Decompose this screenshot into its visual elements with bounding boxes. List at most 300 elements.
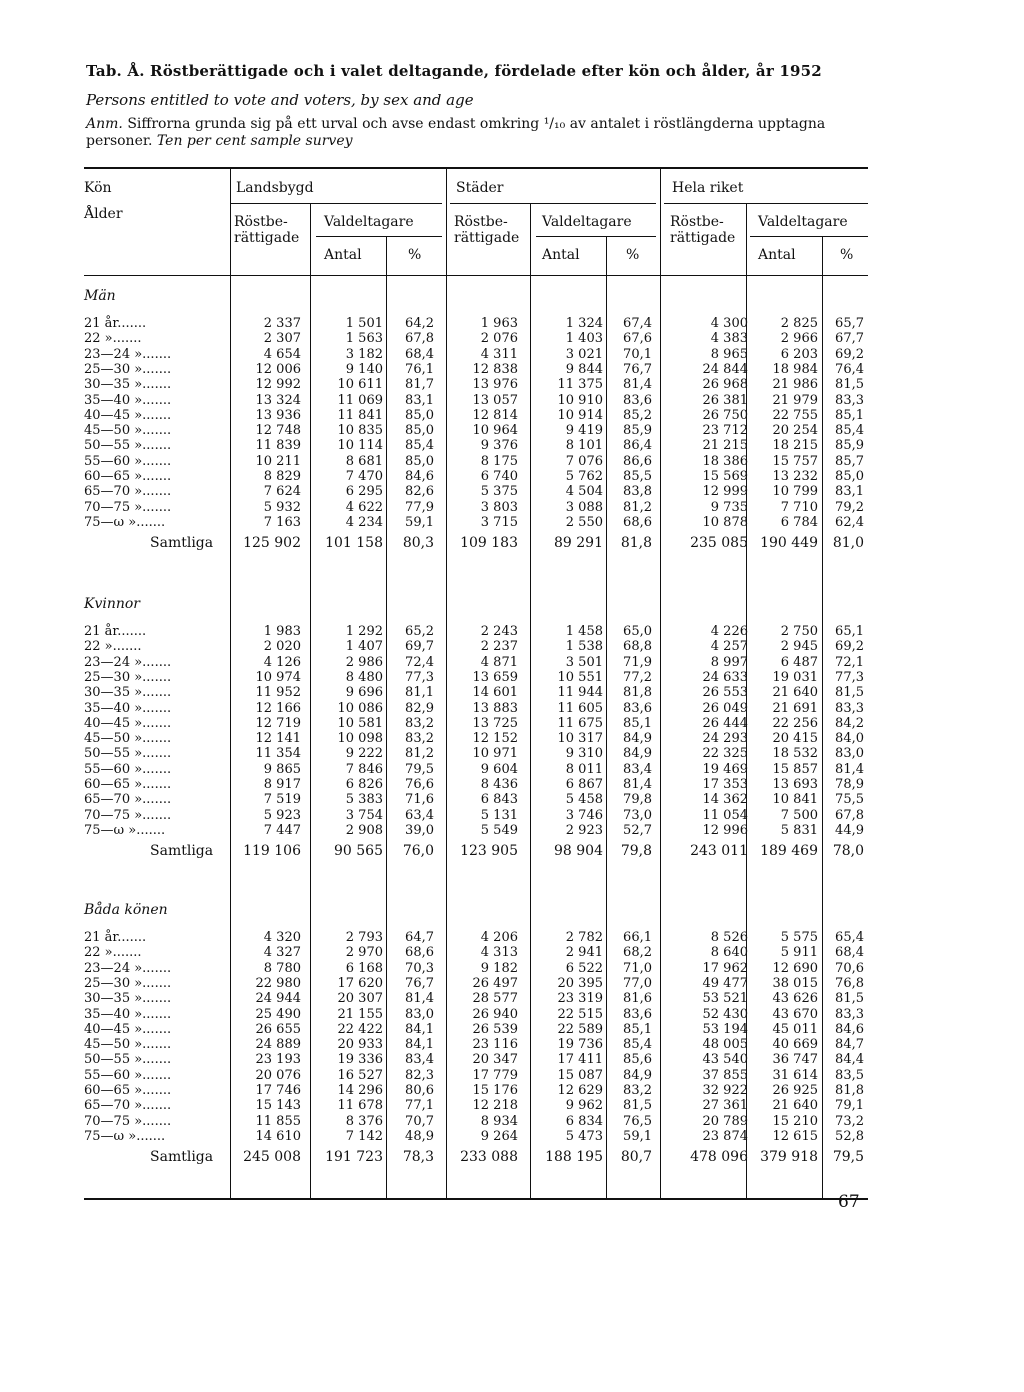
age-label: 50—55 »....... xyxy=(84,1052,172,1068)
table-cell: 5 923 xyxy=(263,807,301,823)
total-cell: 188 195 xyxy=(545,1149,603,1166)
table-cell: 72,1 xyxy=(835,654,864,670)
table-cell: 69,2 xyxy=(835,346,864,362)
table-row xyxy=(0,976,1024,991)
table-cell: 10 878 xyxy=(702,514,748,530)
age-label: 75—ω »....... xyxy=(84,1128,166,1144)
table-cell: 79,8 xyxy=(623,792,652,808)
table-cell: 4 300 xyxy=(710,316,748,331)
age-label: 22 »....... xyxy=(84,639,142,655)
table-cell: 10 551 xyxy=(557,669,603,685)
table-row xyxy=(0,1129,1024,1144)
table-row xyxy=(0,945,1024,960)
table-cell: 43 540 xyxy=(702,1052,748,1068)
table-row xyxy=(0,454,1024,469)
header-rost-line2: rättigade xyxy=(670,230,736,246)
group-underline-stader xyxy=(450,203,656,204)
table-cell: 4 871 xyxy=(480,654,518,670)
table-cell: 4 313 xyxy=(480,945,518,961)
table-cell: 65,0 xyxy=(623,624,652,639)
total-cell: 81,0 xyxy=(832,535,864,552)
note-text-post: av antalet i röstlängderna upptagna personer. xyxy=(86,116,826,149)
total-cell: 243 011 xyxy=(690,843,748,860)
table-cell: 81,5 xyxy=(835,991,864,1007)
age-label: 35—40 »....... xyxy=(84,700,172,716)
table-cell: 13 693 xyxy=(772,777,818,792)
table-cell: 11 944 xyxy=(557,685,603,701)
table-cell: 9 844 xyxy=(565,361,603,377)
total-cell: 81,8 xyxy=(620,535,652,552)
age-label: 40—45 »....... xyxy=(84,1021,172,1037)
table-cell: 9 865 xyxy=(263,761,301,777)
table-cell: 76,1 xyxy=(405,361,434,377)
header-rost-line1: Röstbe- xyxy=(454,214,508,230)
table-cell: 3 088 xyxy=(565,499,603,515)
table-cell: 11 354 xyxy=(255,746,301,762)
table-cell: 21 979 xyxy=(772,392,818,408)
table-row xyxy=(0,961,1024,976)
page-number: 67 xyxy=(838,1192,860,1212)
table-row xyxy=(0,438,1024,453)
section-heading-man: Män xyxy=(84,288,116,304)
table-cell: 67,8 xyxy=(835,807,864,823)
table-cell: 8 101 xyxy=(565,438,603,454)
table-cell: 12 629 xyxy=(557,1083,603,1098)
table-cell: 10 799 xyxy=(772,484,818,500)
table-cell: 81,4 xyxy=(623,777,652,792)
table-cell: 22 422 xyxy=(337,1021,383,1037)
table-row xyxy=(0,792,1024,807)
table-cell: 2 908 xyxy=(345,822,383,838)
table-cell: 68,4 xyxy=(405,346,434,362)
table-cell: 5 131 xyxy=(480,807,518,823)
table-cell: 3 182 xyxy=(345,346,383,362)
total-cell: 190 449 xyxy=(760,535,818,552)
total-cell: 78,0 xyxy=(832,843,864,860)
age-label: 70—75 »....... xyxy=(84,807,172,823)
age-label: 21 år....... xyxy=(84,930,147,945)
age-label: 25—30 »....... xyxy=(84,975,172,991)
table-cell: 68,4 xyxy=(835,945,864,961)
table-cell: 6 487 xyxy=(780,654,818,670)
table-row xyxy=(0,1083,1024,1098)
age-label: 25—30 »....... xyxy=(84,669,172,685)
table-cell: 24 944 xyxy=(255,991,301,1007)
table-cell: 85,1 xyxy=(835,407,864,423)
age-label: 55—60 »....... xyxy=(84,761,172,777)
total-cell: 79,5 xyxy=(832,1149,864,1166)
age-label: 30—35 »....... xyxy=(84,991,172,1007)
table-cell: 66,1 xyxy=(623,930,652,945)
table-cell: 10 611 xyxy=(337,377,383,393)
table-cell: 65,7 xyxy=(835,316,864,331)
table-cell: 5 383 xyxy=(345,792,383,808)
total-label: Samtliga xyxy=(150,843,214,860)
table-cell: 6 784 xyxy=(780,514,818,530)
table-cell: 13 725 xyxy=(472,715,518,731)
table-cell: 9 735 xyxy=(710,499,748,515)
table-cell: 28 577 xyxy=(472,991,518,1007)
table-cell: 9 376 xyxy=(480,438,518,454)
table-row xyxy=(0,991,1024,1006)
table-cell: 4 226 xyxy=(710,624,748,639)
table-cell: 68,6 xyxy=(623,514,652,530)
table-cell: 26 925 xyxy=(772,1083,818,1098)
table-cell: 77,1 xyxy=(405,1098,434,1114)
table-cell: 81,8 xyxy=(623,685,652,701)
table-cell: 85,5 xyxy=(623,469,652,484)
table-cell: 79,5 xyxy=(405,761,434,777)
age-label: 45—50 »....... xyxy=(84,731,172,747)
table-cell: 10 910 xyxy=(557,392,603,408)
table-cell: 7 447 xyxy=(263,822,301,838)
group-underline-landsbygd xyxy=(230,203,442,204)
table-cell: 11 678 xyxy=(337,1098,383,1114)
table-cell: 2 020 xyxy=(263,639,301,655)
table-cell: 3 021 xyxy=(565,346,603,362)
table-cell: 17 779 xyxy=(472,1067,518,1083)
table-cell: 81,4 xyxy=(405,991,434,1007)
table-cell: 76,7 xyxy=(405,975,434,991)
table-cell: 8 917 xyxy=(263,777,301,792)
table-cell: 11 841 xyxy=(337,407,383,423)
note-english: Ten per cent sample survey xyxy=(156,133,353,149)
table-cell: 76,6 xyxy=(405,777,434,792)
total-cell: 123 905 xyxy=(460,843,518,860)
table-cell: 8 436 xyxy=(480,777,518,792)
table-cell: 70,6 xyxy=(835,960,864,976)
table-cell: 53 521 xyxy=(702,991,748,1007)
table-cell: 15 569 xyxy=(702,469,748,484)
table-cell: 22 755 xyxy=(772,407,818,423)
header-alder: Ålder xyxy=(84,206,123,222)
age-label: 22 »....... xyxy=(84,945,142,961)
table-cell: 19 736 xyxy=(557,1037,603,1053)
table-row xyxy=(0,685,1024,700)
table-row xyxy=(0,808,1024,823)
table-cell: 43 626 xyxy=(772,991,818,1007)
table-cell: 83,8 xyxy=(623,484,652,500)
age-label: 30—35 »....... xyxy=(84,377,172,393)
table-cell: 1 324 xyxy=(565,316,603,331)
table-cell: 77,3 xyxy=(405,669,434,685)
table-cell: 13 883 xyxy=(472,700,518,716)
table-cell: 9 604 xyxy=(480,761,518,777)
table-cell: 18 215 xyxy=(772,438,818,454)
table-cell: 17 746 xyxy=(255,1083,301,1098)
table-cell: 38 015 xyxy=(772,975,818,991)
table-cell: 19 031 xyxy=(772,669,818,685)
table-cell: 12 814 xyxy=(472,407,518,423)
table-cell: 36 747 xyxy=(772,1052,818,1068)
table-cell: 24 844 xyxy=(702,361,748,377)
table-row xyxy=(0,716,1024,731)
note-text-pre: Siffrorna grunda sig på ett urval och avse endast omkring xyxy=(127,116,540,132)
group-landsbygd: Landsbygd xyxy=(236,180,314,196)
section-heading-kvinnor: Kvinnor xyxy=(84,596,140,612)
table-cell: 83,6 xyxy=(623,700,652,716)
table-cell: 2 970 xyxy=(345,945,383,961)
table-cell: 32 922 xyxy=(702,1083,748,1098)
age-label: 35—40 »....... xyxy=(84,392,172,408)
table-cell: 21 215 xyxy=(702,438,748,454)
table-cell: 1 292 xyxy=(345,624,383,639)
header-rost-line2: rättigade xyxy=(454,230,520,246)
table-cell: 22 589 xyxy=(557,1021,603,1037)
table-cell: 52 430 xyxy=(702,1006,748,1022)
table-cell: 12 152 xyxy=(472,731,518,747)
table-cell: 64,2 xyxy=(405,316,434,331)
age-label: 35—40 »....... xyxy=(84,1006,172,1022)
table-cell: 12 992 xyxy=(255,377,301,393)
table-cell: 15 143 xyxy=(255,1098,301,1114)
table-cell: 9 222 xyxy=(345,746,383,762)
table-cell: 9 962 xyxy=(565,1098,603,1114)
header-rost-line1: Röstbe- xyxy=(670,214,724,230)
table-cell: 8 997 xyxy=(710,654,748,670)
age-label: 23—24 »....... xyxy=(84,654,172,670)
table-cell: 20 395 xyxy=(557,975,603,991)
age-label: 40—45 »....... xyxy=(84,407,172,423)
total-cell: 90 565 xyxy=(334,843,383,860)
table-cell: 71,6 xyxy=(405,792,434,808)
table-cell: 27 361 xyxy=(702,1098,748,1114)
table-row xyxy=(0,1007,1024,1022)
table-cell: 77,3 xyxy=(835,669,864,685)
table-cell: 85,0 xyxy=(405,453,434,469)
table-cell: 18 386 xyxy=(702,453,748,469)
total-cell: 235 085 xyxy=(690,535,748,552)
table-cell: 11 855 xyxy=(255,1113,301,1129)
table-cell: 83,0 xyxy=(835,746,864,762)
age-label: 70—75 »....... xyxy=(84,1113,172,1129)
table-row xyxy=(0,777,1024,792)
table-cell: 84,9 xyxy=(623,731,652,747)
table-cell: 1 538 xyxy=(565,639,603,655)
total-cell: 101 158 xyxy=(325,535,383,552)
table-cell: 81,6 xyxy=(623,991,652,1007)
table-cell: 4 504 xyxy=(565,484,603,500)
table-cell: 83,4 xyxy=(405,1052,434,1068)
table-cell: 1 458 xyxy=(565,624,603,639)
table-cell: 71,0 xyxy=(623,960,652,976)
total-cell: 245 008 xyxy=(243,1149,301,1166)
table-cell: 22 980 xyxy=(255,975,301,991)
table-cell: 83,5 xyxy=(835,1067,864,1083)
table-cell: 77,9 xyxy=(405,499,434,515)
age-label: 21 år....... xyxy=(84,624,147,639)
table-row xyxy=(0,624,1024,639)
table-cell: 10 974 xyxy=(255,669,301,685)
table-cell: 67,7 xyxy=(835,331,864,347)
table-cell: 20 347 xyxy=(472,1052,518,1068)
table-cell: 6 867 xyxy=(565,777,603,792)
age-label: 60—65 »....... xyxy=(84,469,172,484)
table-cell: 12 006 xyxy=(255,361,301,377)
table-row xyxy=(0,746,1024,761)
header-procent: % xyxy=(408,247,422,263)
table-cell: 67,4 xyxy=(623,316,652,331)
header-antal: Antal xyxy=(758,247,796,263)
table-cell: 19 336 xyxy=(337,1052,383,1068)
table-cell: 81,7 xyxy=(405,377,434,393)
table-cell: 7 519 xyxy=(263,792,301,808)
table-cell: 84,7 xyxy=(835,1037,864,1053)
table-cell: 13 232 xyxy=(772,469,818,484)
total-cell: 89 291 xyxy=(554,535,603,552)
table-cell: 14 610 xyxy=(255,1128,301,1144)
table-cell: 3 754 xyxy=(345,807,383,823)
table-cell: 3 715 xyxy=(480,514,518,530)
table-cell: 65,1 xyxy=(835,624,864,639)
table-cell: 4 234 xyxy=(345,514,383,530)
table-cell: 13 057 xyxy=(472,392,518,408)
table-cell: 6 843 xyxy=(480,792,518,808)
table-cell: 15 176 xyxy=(472,1083,518,1098)
table-cell: 23 874 xyxy=(702,1128,748,1144)
table-cell: 7 470 xyxy=(345,469,383,484)
table-cell: 2 825 xyxy=(780,316,818,331)
table-row xyxy=(0,701,1024,716)
table-cell: 26 655 xyxy=(255,1021,301,1037)
sub-underline-3 xyxy=(750,236,868,237)
table-cell: 4 320 xyxy=(263,930,301,945)
table-cell: 9 140 xyxy=(345,361,383,377)
table-cell: 40 669 xyxy=(772,1037,818,1053)
table-cell: 70,3 xyxy=(405,960,434,976)
table-cell: 17 620 xyxy=(337,975,383,991)
table-cell: 85,6 xyxy=(623,1052,652,1068)
table-cell: 84,0 xyxy=(835,731,864,747)
table-cell: 81,1 xyxy=(405,685,434,701)
table-cell: 2 793 xyxy=(345,930,383,945)
table-cell: 17 411 xyxy=(557,1052,603,1068)
table-cell: 81,2 xyxy=(405,746,434,762)
table-cell: 52,8 xyxy=(835,1128,864,1144)
header-antal: Antal xyxy=(542,247,580,263)
table-cell: 10 211 xyxy=(255,453,301,469)
table-cell: 10 317 xyxy=(557,731,603,747)
age-label: 55—60 »....... xyxy=(84,1067,172,1083)
table-cell: 24 293 xyxy=(702,731,748,747)
table-cell: 3 746 xyxy=(565,807,603,823)
table-cell: 11 069 xyxy=(337,392,383,408)
table-cell: 85,4 xyxy=(835,423,864,439)
table-cell: 83,1 xyxy=(405,392,434,408)
table-cell: 17 962 xyxy=(702,960,748,976)
table-cell: 2 945 xyxy=(780,639,818,655)
table-cell: 83,3 xyxy=(835,1006,864,1022)
table-cell: 70,7 xyxy=(405,1113,434,1129)
header-valdeltagare: Valdeltagare xyxy=(542,214,632,230)
table-cell: 64,7 xyxy=(405,930,434,945)
header-rostberattigade xyxy=(454,214,519,246)
table-cell: 15 087 xyxy=(557,1067,603,1083)
table-cell: 76,4 xyxy=(835,361,864,377)
table-cell: 83,3 xyxy=(835,700,864,716)
table-cell: 84,1 xyxy=(405,1037,434,1053)
table-cell: 80,6 xyxy=(405,1083,434,1098)
table-cell: 17 353 xyxy=(702,777,748,792)
table-cell: 10 114 xyxy=(337,438,383,454)
table-cell: 12 719 xyxy=(255,715,301,731)
table-cell: 20 789 xyxy=(702,1113,748,1129)
table-cell: 12 996 xyxy=(702,822,748,838)
table-cell: 26 049 xyxy=(702,700,748,716)
age-label: 45—50 »....... xyxy=(84,1037,172,1053)
group-stader: Städer xyxy=(456,180,504,196)
total-label: Samtliga xyxy=(150,535,214,552)
table-cell: 5 575 xyxy=(780,930,818,945)
age-label: 25—30 »....... xyxy=(84,361,172,377)
total-cell: 233 088 xyxy=(460,1149,518,1166)
table-cell: 12 615 xyxy=(772,1128,818,1144)
table-cell: 10 098 xyxy=(337,731,383,747)
table-cell: 81,8 xyxy=(835,1083,864,1098)
total-cell: 79,8 xyxy=(620,843,652,860)
table-cell: 12 748 xyxy=(255,423,301,439)
table-row xyxy=(0,469,1024,484)
table-row xyxy=(0,655,1024,670)
age-label: 30—35 »....... xyxy=(84,685,172,701)
table-row xyxy=(0,639,1024,654)
table-row xyxy=(0,408,1024,423)
header-procent: % xyxy=(840,247,854,263)
table-row xyxy=(0,393,1024,408)
table-cell: 85,1 xyxy=(623,715,652,731)
table-title: Tab. Å. Röstberättigade och i valet deltagande, fördelade efter kön och ålder, år 1952 xyxy=(86,62,822,80)
table-cell: 73,2 xyxy=(835,1113,864,1129)
table-row xyxy=(0,500,1024,515)
age-label: 75—ω »....... xyxy=(84,514,166,530)
table-row xyxy=(0,331,1024,346)
table-cell: 7 624 xyxy=(263,484,301,500)
table-row xyxy=(0,1068,1024,1083)
table-cell: 20 933 xyxy=(337,1037,383,1053)
table-cell: 83,6 xyxy=(623,1006,652,1022)
table-cell: 5 549 xyxy=(480,822,518,838)
table-cell: 26 750 xyxy=(702,407,748,423)
total-cell: 76,0 xyxy=(402,843,434,860)
table-cell: 2 076 xyxy=(480,331,518,347)
table-cell: 24 889 xyxy=(255,1037,301,1053)
age-label: 60—65 »....... xyxy=(84,777,172,792)
table-cell: 83,0 xyxy=(405,1006,434,1022)
table-cell: 1 407 xyxy=(345,639,383,655)
table-cell: 10 835 xyxy=(337,423,383,439)
table-cell: 11 952 xyxy=(255,685,301,701)
table-cell: 84,4 xyxy=(835,1052,864,1068)
table-cell: 6 826 xyxy=(345,777,383,792)
table-cell: 11 054 xyxy=(702,807,748,823)
table-cell: 7 500 xyxy=(780,807,818,823)
table-cell: 62,4 xyxy=(835,514,864,530)
table-cell: 78,9 xyxy=(835,777,864,792)
table-cell: 76,7 xyxy=(623,361,652,377)
table-cell: 4 383 xyxy=(710,331,748,347)
table-cell: 4 206 xyxy=(480,930,518,945)
table-cell: 22 256 xyxy=(772,715,818,731)
table-cell: 3 501 xyxy=(565,654,603,670)
table-cell: 11 839 xyxy=(255,438,301,454)
table-cell: 85,7 xyxy=(835,453,864,469)
table-row xyxy=(0,423,1024,438)
table-cell: 13 659 xyxy=(472,669,518,685)
table-cell: 12 166 xyxy=(255,700,301,716)
age-label: 45—50 »....... xyxy=(84,423,172,439)
table-row xyxy=(0,1098,1024,1113)
table-cell: 12 999 xyxy=(702,484,748,500)
